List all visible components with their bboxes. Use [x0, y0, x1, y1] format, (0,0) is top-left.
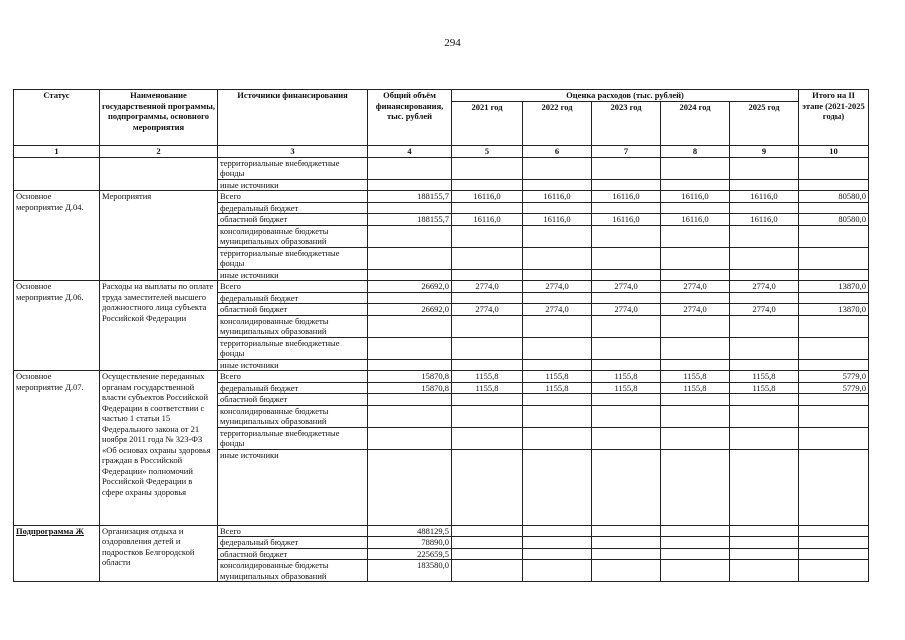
itog-cell: 13870,0 [799, 304, 869, 316]
source-cell: Всего [218, 191, 368, 203]
source-cell: Всего [218, 281, 368, 293]
year-cell: 2774,0 [661, 304, 730, 316]
header-total: Общий объём финансирования, тыс. рублей [368, 90, 452, 146]
status-cell: Подпрограмма Ж [14, 525, 100, 582]
source-cell: иные источники [218, 359, 368, 371]
year-cell: 1155,8 [592, 382, 661, 394]
year-cell: 16116,0 [592, 214, 661, 226]
year-cell: 2774,0 [523, 281, 592, 293]
budget-table [13, 89, 869, 582]
header-2024: 2024 год [661, 102, 730, 146]
source-cell: федеральный бюджет [218, 382, 368, 394]
column-number: 5 [452, 146, 523, 158]
column-number: 7 [592, 146, 661, 158]
source-cell: территориальные внебюджетные фонды [218, 427, 368, 449]
year-cell: 16116,0 [523, 214, 592, 226]
year-cell: 2774,0 [592, 304, 661, 316]
header-2025: 2025 год [730, 102, 799, 146]
source-cell: областной бюджет [218, 394, 368, 406]
year-cell: 1155,8 [661, 371, 730, 383]
total-cell: 183580,0 [368, 560, 452, 582]
year-cell: 16116,0 [730, 191, 799, 203]
name-cell: Осуществление переданных органам государственной власти субъектов Российской Федерации в соответствии с частью 1 статьи 15 Федерального закона от 21 ноября 2011 года № 323-ФЗ «Об основах охраны здоровья граждан в Российской Федерации» полномочий Российской Федерации в сфере охраны здоровья [100, 371, 218, 526]
year-cell: 2774,0 [592, 281, 661, 293]
name-cell: Организация отдыха и оздоровления детей и подростков Белгородской области [100, 525, 218, 582]
source-cell: Всего [218, 525, 368, 537]
header-2022: 2022 год [523, 102, 592, 146]
total-cell: 15870,8 [368, 371, 452, 383]
name-cell: Мероприятия [100, 191, 218, 281]
year-cell: 16116,0 [523, 191, 592, 203]
header-itog: Итого на II этапе (2021-2025 годы) [799, 90, 869, 146]
total-cell: 188155,7 [368, 191, 452, 203]
year-cell: 2774,0 [452, 281, 523, 293]
year-cell: 1155,8 [452, 371, 523, 383]
column-number: 4 [368, 146, 452, 158]
name-cell [100, 157, 218, 191]
source-cell: федеральный бюджет [218, 202, 368, 214]
itog-cell: 80580,0 [799, 214, 869, 226]
total-cell: 26692,0 [368, 304, 452, 316]
total-cell: 225659,5 [368, 548, 452, 560]
year-cell: 1155,8 [661, 382, 730, 394]
year-cell: 1155,8 [452, 382, 523, 394]
year-cell: 1155,8 [523, 371, 592, 383]
year-cell: 1155,8 [730, 382, 799, 394]
header-2021: 2021 год [452, 102, 523, 146]
source-cell: федеральный бюджет [218, 537, 368, 549]
year-cell: 1155,8 [523, 382, 592, 394]
table-row [14, 191, 869, 203]
source-cell: консолидированные бюджеты муниципальных образований [218, 315, 368, 337]
column-number: 9 [730, 146, 799, 158]
source-cell: территориальные внебюджетные фонды [218, 157, 368, 179]
year-cell: 16116,0 [452, 214, 523, 226]
header-status: Статус [14, 90, 100, 146]
column-number-row [14, 146, 869, 158]
column-number: 1 [14, 146, 100, 158]
table-row [14, 157, 869, 179]
column-number: 6 [523, 146, 592, 158]
year-cell: 2774,0 [661, 281, 730, 293]
source-cell: областной бюджет [218, 304, 368, 316]
total-cell: 26692,0 [368, 281, 452, 293]
status-cell [14, 157, 100, 191]
table-row [14, 525, 869, 537]
source-cell: консолидированные бюджеты муниципальных образований [218, 405, 368, 427]
header-estimate: Оценка расходов (тыс. рублей) [452, 90, 799, 102]
header-2023: 2023 год [592, 102, 661, 146]
year-cell: 2774,0 [730, 304, 799, 316]
itog-cell: 5779,0 [799, 371, 869, 383]
table-row [14, 281, 869, 293]
total-cell: 15870,8 [368, 382, 452, 394]
source-cell: территориальные внебюджетные фонды [218, 337, 368, 359]
column-number: 3 [218, 146, 368, 158]
header-source: Источники финансирования [218, 90, 368, 146]
source-cell: территориальные внебюджетные фонды [218, 247, 368, 269]
header-name: Наименование государственной программы, подпрограммы, основного мероприятия [100, 90, 218, 146]
year-cell: 2774,0 [730, 281, 799, 293]
column-number: 2 [100, 146, 218, 158]
year-cell: 1155,8 [592, 371, 661, 383]
year-cell: 16116,0 [661, 214, 730, 226]
name-cell: Расходы на выплаты по оплате труда заместителей высшего должностного лица субъекта Российской Федерации [100, 281, 218, 371]
source-cell: консолидированные бюджеты муниципальных образований [218, 225, 368, 247]
itog-cell: 13870,0 [799, 281, 869, 293]
itog-cell: 80580,0 [799, 191, 869, 203]
table-row [14, 371, 869, 383]
column-number: 10 [799, 146, 869, 158]
source-cell: иные источники [218, 179, 368, 191]
year-cell: 16116,0 [730, 214, 799, 226]
status-cell: Основное мероприятие Д.04. [14, 191, 100, 281]
source-cell: иные источники [218, 269, 368, 281]
year-cell: 16116,0 [661, 191, 730, 203]
year-cell: 2774,0 [452, 304, 523, 316]
page-number: 294 [444, 37, 461, 49]
source-cell: областной бюджет [218, 548, 368, 560]
source-cell: областной бюджет [218, 214, 368, 226]
year-cell: 2774,0 [523, 304, 592, 316]
status-cell: Основное мероприятие Д.07. [14, 371, 100, 526]
total-cell: 488129,5 [368, 525, 452, 537]
source-cell: федеральный бюджет [218, 292, 368, 304]
column-number: 8 [661, 146, 730, 158]
year-cell: 16116,0 [592, 191, 661, 203]
total-cell: 78890,0 [368, 537, 452, 549]
year-cell: 1155,8 [730, 371, 799, 383]
source-cell: консолидированные бюджеты муниципальных образований [218, 560, 368, 582]
source-cell: Всего [218, 371, 368, 383]
source-cell: иные источники [218, 449, 368, 525]
year-cell: 16116,0 [452, 191, 523, 203]
itog-cell: 5779,0 [799, 382, 869, 394]
total-cell: 188155,7 [368, 214, 452, 226]
status-cell: Основное мероприятие Д.06. [14, 281, 100, 371]
